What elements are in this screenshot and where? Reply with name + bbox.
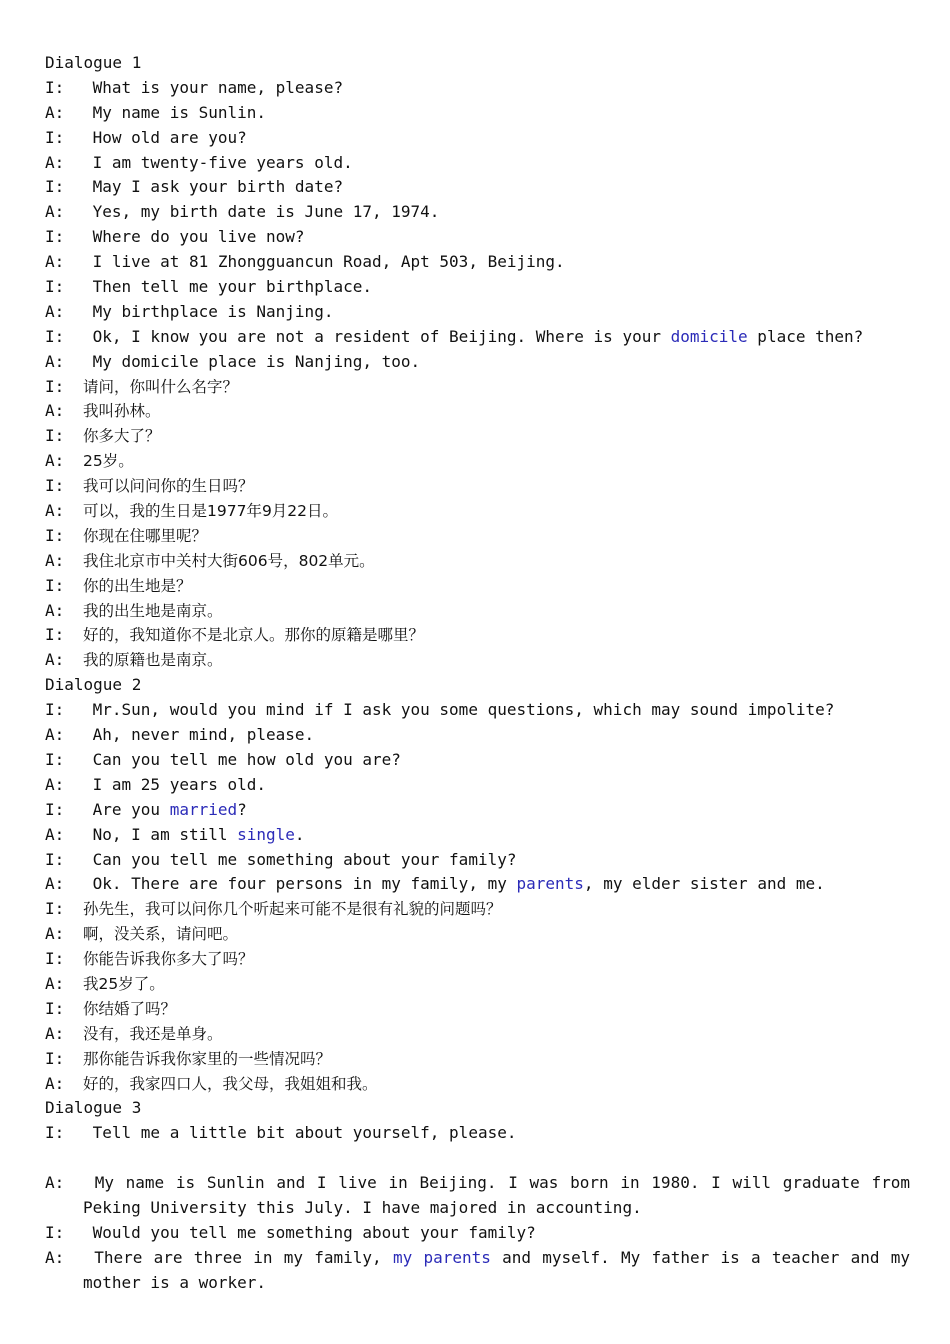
speaker-label: A: (45, 725, 65, 745)
text-segment: I am twenty-five years old. (83, 152, 353, 172)
utterance-text (83, 527, 207, 545)
text-segment: My birthplace is Nanjing. (83, 301, 334, 321)
speaker-label: I: (45, 177, 65, 197)
utterance-text (83, 327, 863, 346)
utterance-text (83, 800, 247, 819)
speaker-label: I: (45, 899, 65, 919)
text-segment: Ah, never mind, please. (83, 725, 315, 745)
utterance-text (83, 775, 266, 794)
text-segment: 我可以问问你的生日吗？ (83, 477, 254, 496)
text-segment: 我叫孙林。 (83, 402, 161, 421)
speaker-label: A: (45, 1173, 65, 1193)
dialogue-line (45, 175, 910, 200)
speaker-label: I: (45, 949, 65, 969)
utterance-text (83, 825, 305, 844)
text-segment: 我住北京市中关村大街606号，802单元。 (83, 551, 375, 570)
speaker-label: I: (45, 700, 65, 720)
text-segment: Can you tell me something about your family? (83, 849, 517, 869)
dialogue-line (45, 76, 910, 101)
text-segment: 我25岁了。 (83, 974, 165, 993)
dialogue-line (45, 1171, 910, 1221)
utterance-text (83, 477, 254, 495)
dialogue-line (45, 250, 910, 275)
blank-line (45, 1146, 910, 1171)
text-segment: Then tell me your birthplace. (83, 277, 372, 297)
speaker-label: A: (45, 824, 65, 844)
speaker-label: A: (45, 451, 65, 471)
utterance-text (83, 850, 516, 869)
text-segment: 孙先生，我可以问你几个听起来可能不是很有礼貌的问题吗？ (83, 900, 502, 919)
text-segment: Would you tell me something about your family? (83, 1222, 536, 1242)
dialogue-line (45, 200, 910, 225)
dialogue-line (45, 897, 910, 922)
utterance-text (83, 78, 343, 97)
speaker-label: A: (45, 774, 65, 794)
text-segment: I live at 81 Zhongguancun Road, Apt 503, Beijing. (83, 252, 565, 272)
speaker-label: A: (45, 1023, 65, 1043)
dialogue-line (45, 823, 910, 848)
text-segment: How old are you? (83, 127, 247, 147)
highlighted-term: my parents (392, 1247, 491, 1267)
speaker-label: I: (45, 625, 65, 645)
utterance-text (83, 1050, 331, 1068)
speaker-label: I: (45, 77, 65, 97)
dialogue-line (45, 723, 910, 748)
dialogue-title: Dialogue 3 (45, 1098, 142, 1118)
utterance-text (83, 177, 343, 196)
speaker-label: A: (45, 501, 65, 521)
text-segment: 你的出生地是？ (83, 576, 192, 595)
dialogue-line (45, 574, 910, 599)
speaker-label: A: (45, 102, 65, 122)
dialogue-line (45, 599, 910, 624)
text-segment: , my elder sister and me. (583, 874, 825, 894)
speaker-label: A: (45, 874, 65, 894)
utterance-text (83, 1123, 516, 1142)
speaker-label: A: (45, 650, 65, 670)
utterance-text (83, 700, 834, 719)
utterance-text (83, 975, 165, 993)
speaker-label: I: (45, 575, 65, 595)
utterance-text (83, 577, 192, 595)
utterance-text (83, 626, 424, 644)
speaker-label: I: (45, 1123, 65, 1143)
highlighted-term: parents (516, 874, 584, 894)
dialogue-line (45, 1121, 910, 1146)
dialogue-line (45, 997, 910, 1022)
speaker-label: A: (45, 1247, 65, 1267)
utterance-text (83, 925, 238, 943)
dialogue-line (45, 972, 910, 997)
text-segment: 你现在住哪里呢？ (83, 526, 208, 545)
text-segment: There are three in my family, (83, 1247, 393, 1267)
dialogue-line (45, 275, 910, 300)
dialogue-line (45, 848, 910, 873)
utterance-text (83, 302, 333, 321)
speaker-label: I: (45, 1222, 65, 1242)
utterance-text (83, 602, 223, 620)
dialogue-line (45, 151, 910, 176)
speaker-label: I: (45, 127, 65, 147)
speaker-label: I: (45, 749, 65, 769)
text-segment: May I ask your birth date? (83, 177, 344, 197)
speaker-label: A: (45, 202, 65, 222)
dialogue-line (45, 773, 910, 798)
dialogue-line (45, 648, 910, 673)
dialogue-line (45, 549, 910, 574)
text-segment: 那你能告诉我你家里的一些情况吗？ (83, 1049, 332, 1068)
speaker-label: A: (45, 152, 65, 172)
text-segment: 你结婚了吗？ (83, 999, 177, 1018)
dialogue-line (45, 424, 910, 449)
speaker-label: I: (45, 227, 65, 247)
text-segment: Where do you live now? (83, 227, 305, 247)
dialogue-line (45, 325, 910, 350)
dialogue-line (45, 225, 910, 250)
speaker-label: A: (45, 550, 65, 570)
text-segment: Ok. There are four persons in my family, my (83, 874, 517, 894)
text-segment: Tell me a little bit about yourself, please. (83, 1123, 517, 1143)
speaker-label: I: (45, 1048, 65, 1068)
text-segment: 25岁。 (83, 452, 134, 471)
speaker-label: I: (45, 376, 65, 396)
utterance-text (83, 402, 161, 420)
speaker-label: A: (45, 924, 65, 944)
utterance-text (83, 750, 401, 769)
dialogue-line (45, 922, 910, 947)
dialogue-line (45, 499, 910, 524)
utterance-text (83, 202, 439, 221)
speaker-label: A: (45, 600, 65, 620)
highlighted-term: married (169, 799, 238, 819)
text-segment: My name is Sunlin and I live in Beijing. I was born in 1980. I will graduate from Peking University this July. I have majored in accounting. (83, 1173, 910, 1217)
dialogue-line (45, 126, 910, 151)
text-segment: 你能告诉我你多大了吗？ (83, 950, 254, 969)
text-segment: Ok, I know you are not a resident of Beijing. Where is your (83, 326, 671, 346)
utterance-text (83, 227, 305, 246)
text-segment: 没有，我还是单身。 (83, 1024, 223, 1043)
speaker-label: I: (45, 799, 65, 819)
dialogue-title: Dialogue 1 (45, 53, 142, 72)
dialogue-line (45, 375, 910, 400)
text-segment: place then? (747, 326, 864, 346)
text-segment: Are you (83, 799, 170, 819)
speaker-label: I: (45, 426, 65, 446)
utterance-text (83, 252, 565, 271)
speaker-label: I: (45, 277, 65, 297)
utterance-text (83, 1223, 536, 1242)
utterance-text (83, 153, 353, 172)
text-segment: 请问，你叫什么名字？ (83, 377, 239, 396)
speaker-label: I: (45, 476, 65, 496)
dialogue-line (45, 1072, 910, 1097)
utterance-text (83, 277, 372, 296)
dialogue-line (45, 1047, 910, 1072)
utterance-text (83, 1248, 910, 1292)
dialogue-line (45, 101, 910, 126)
speaker-label: A: (45, 351, 65, 371)
utterance-text (83, 1000, 176, 1018)
dialogue-line (45, 1221, 910, 1246)
utterance-text (83, 651, 223, 669)
speaker-label: I: (45, 998, 65, 1018)
text-segment: I am 25 years old. (83, 774, 267, 794)
text-segment: 好的，我知道你不是北京人。那你的原籍是哪里？ (83, 626, 425, 645)
dialogue-line (45, 449, 910, 474)
utterance-text (83, 950, 254, 968)
text-segment: Can you tell me how old you are? (83, 749, 401, 769)
text-segment: Yes, my birth date is June 17, 1974. (83, 202, 440, 222)
dialogue-line (45, 474, 910, 499)
utterance-text (83, 725, 314, 744)
speaker-label: A: (45, 401, 65, 421)
speaker-label: A: (45, 301, 65, 321)
dialogue-line (45, 350, 910, 375)
utterance-text (83, 103, 266, 122)
dialogue-line (45, 698, 910, 723)
utterance-text (83, 552, 375, 570)
utterance-text (83, 352, 420, 371)
text-segment: 我的原籍也是南京。 (83, 651, 223, 670)
text-segment: . (294, 824, 305, 844)
utterance-text (83, 900, 502, 918)
speaker-label: A: (45, 252, 65, 272)
dialogue-line (45, 399, 910, 424)
text-segment: My name is Sunlin. (83, 102, 267, 122)
text-segment: Mr.Sun, would you mind if I ask you some questions, which may sound impolite? (83, 700, 835, 720)
text-segment: 啊，没关系，请问吧。 (83, 925, 239, 944)
utterance-text (83, 427, 161, 445)
dialogue-line (45, 1022, 910, 1047)
dialogue-line (45, 798, 910, 823)
speaker-label: A: (45, 1073, 65, 1093)
text-segment: 可以，我的生日是1977年9月22日。 (83, 502, 339, 521)
text-segment: and myself. My father is a teacher and my mother is a worker. (83, 1247, 910, 1292)
text-segment: 我的出生地是南京。 (83, 601, 223, 620)
utterance-text (83, 874, 825, 893)
dialogue-line (45, 300, 910, 325)
utterance-text (83, 1075, 378, 1093)
utterance-text (83, 452, 134, 470)
text-segment: 你多大了？ (83, 427, 161, 446)
utterance-text (83, 1173, 910, 1217)
dialogue-line (45, 524, 910, 549)
text-segment: My domicile place is Nanjing, too. (83, 351, 421, 371)
speaker-label: A: (45, 973, 65, 993)
speaker-label: I: (45, 326, 65, 346)
utterance-text (83, 128, 247, 147)
dialogue-line (45, 872, 910, 897)
speaker-label: I: (45, 849, 65, 869)
speaker-label: I: (45, 525, 65, 545)
text-segment: No, I am still (83, 824, 238, 844)
dialogue-title: Dialogue 2 (45, 675, 142, 695)
text-segment: What is your name, please? (83, 77, 344, 97)
dialogue-line (45, 1246, 910, 1296)
dialogue-line (45, 748, 910, 773)
dialogue-line (45, 623, 910, 648)
text-segment: 好的，我家四口人，我父母，我姐姐和我。 (83, 1074, 378, 1093)
highlighted-term: domicile (670, 326, 748, 346)
text-segment: ? (237, 799, 247, 819)
utterance-text (83, 1025, 223, 1043)
dialogue-line (45, 947, 910, 972)
highlighted-term: single (237, 824, 295, 844)
utterance-text (83, 502, 338, 520)
utterance-text (83, 378, 238, 396)
